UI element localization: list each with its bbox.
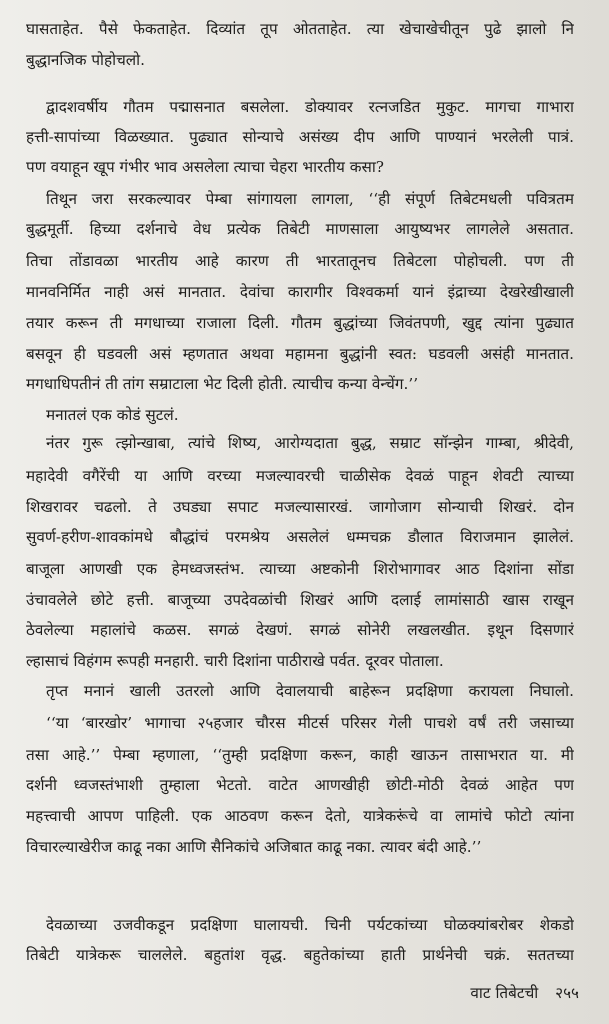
text-line: विचारल्याखेरीज काढू नका आणि सैनिकांचे अजिबात काढू नका. त्यावर बंदी आहे.’’ <box>26 838 482 856</box>
text-line: हत्ती-सापांच्या विळख्यात. पुढ्यात सोन्याचे असंख्य दीप आणि पाण्यानं भरलेली पात्रं. <box>26 128 574 146</box>
page-footer <box>470 980 579 1006</box>
text-line: उंचावलेले छोटे हत्ती. बाजूच्या उपदेवळांची शिखरं आणि दलाई लामांसाठी खास राखून <box>26 591 574 609</box>
text-line: ल्हासाचं विहंगम रूपही मनहारी. चारी दिशांना पाठीराखे पर्वत. दूरवर पोताला. <box>26 652 444 670</box>
text-line: बुद्धमूर्ती. हिच्या दर्शनाचे वेध प्रत्येक तिबेटी माणसाला आयुष्यभर लागलेले असतात. <box>26 220 574 238</box>
text-line: बाजूला आणखी एक हेमध्वजस्तंभ. त्याच्या अष्टकोनी शिरोभागावर आठ दिशांना सोंडा <box>26 560 574 578</box>
text-line: देवळाच्या उजवीकडून प्रदक्षिणा घालायची. चिनी पर्यटकांच्या घोळक्यांबरोबर शेकडो <box>46 916 574 934</box>
text-line: तिबेटी यात्रेकरू चाललेले. बहुतांश वृद्ध. बहुतेकांच्या हाती प्रार्थनेची चक्रं. सततच्या <box>26 946 574 964</box>
text-line: बुद्धानजिक पोहोचलो. <box>26 51 145 69</box>
text-line: मानवनिर्मित नाही असं मानतात. देवांचा कारागीर विश्वकर्मा यानं इंद्राच्या देखरेखीखाली <box>26 283 574 301</box>
text-line: दर्शनी ध्वजस्तंभाशी तुम्हाला भेटतो. वाटेत आणखीही छोटी-मोठी देवळं आहेत पण <box>26 776 574 794</box>
text-line: महत्त्वाची आपण पाहिली. एक आठवण करून देतो, यात्रेकरूंचे वा लामांचे फोटो त्यांना <box>26 807 574 825</box>
text-line: तसा आहे.’’ पेम्बा म्हणाला, ‘‘तुम्ही प्रदक्षिणा करून, काही खाऊन तासाभरात या. मी <box>26 746 574 764</box>
running-title: वाट तिबेटची <box>470 984 539 1002</box>
text-line: मनातलं एक कोडं सुटलं. <box>46 406 179 424</box>
text-line: तयार करून ती मगधाच्या राजाला दिली. गौतम बुद्धांच्या जिवंतपणी, खुद्द त्यांना पुढ्यात <box>26 314 574 332</box>
page-number: २५५ <box>555 984 579 1002</box>
text-line: महादेवी वगैरेंची या आणि वरच्या मजल्यावरची चाळीसेक देवळं पाहून शेवटी त्याच्या <box>26 467 574 485</box>
text-line: पण वयाहून खूप गंभीर भाव असलेला त्याचा चेहरा भारतीय कसा? <box>26 158 384 176</box>
text-line: बसवून ही घडवली असं म्हणतात अथवा महामना बुद्धांनी स्वत: घडवली असंही मानतात. <box>26 345 574 363</box>
text-line: तिथून जरा सरकल्यावर पेम्बा सांगायला लागला, ‘‘ही संपूर्ण तिबेटमधली पवित्रतम <box>46 190 574 208</box>
text-line: तृप्त मनानं खाली उतरलो आणि देवालयाची बाहेरून प्रदक्षिणा करायला निघालो. <box>46 682 574 700</box>
text-line: मगधाधिपतीनं ती तांग सम्राटाला भेट दिली होती. त्याचीच कन्या वेन्चेंग.’’ <box>26 375 419 393</box>
text-line: द्वादशवर्षीय गौतम पद्मासनात बसलेला. डोक्यावर रत्नजडित मुकुट. मागचा गाभारा <box>46 98 574 116</box>
text-line: सुवर्ण-हरीण-शावकांमधे बौद्धांचं परमश्रेय असलेलं धम्मचक्र डौलात विराजमान झालेलं. <box>26 528 574 546</box>
text-line: नंतर गुरू त्झोन्खाबा, त्यांचे शिष्य, आरोग्यदाता बुद्ध, सम्राट सॉन्झेन गाम्बा, श्रीदेवी, <box>46 434 574 452</box>
text-line: घासताहेत. पैसे फेकताहेत. दिव्यांत तूप ओतताहेत. त्या खेचाखेचीतून पुढे झालो नि <box>26 20 574 38</box>
text-line: शिखरावर चढलो. ते उघड्या सपाट मजल्यासारखं. जागोजाग सोन्याची शिखरं. दोन <box>26 498 574 516</box>
text-line: तिचा तोंडावळा भारतीय आहे कारण ती भारतातूनच तिबेटला पोहोचली. पण ती <box>26 252 574 270</box>
text-line: ‘‘या ‘बारखोर’ भागाचा २५हजार चौरस मीटर्स परिसर गेली पाचशे वर्षं तरी जसाच्या <box>46 714 574 732</box>
text-line: ठेवलेल्या महालांचे कळस. सगळं देखणं. सगळं सोनेरी लखलखीत. इथून दिसणारं <box>26 621 574 639</box>
